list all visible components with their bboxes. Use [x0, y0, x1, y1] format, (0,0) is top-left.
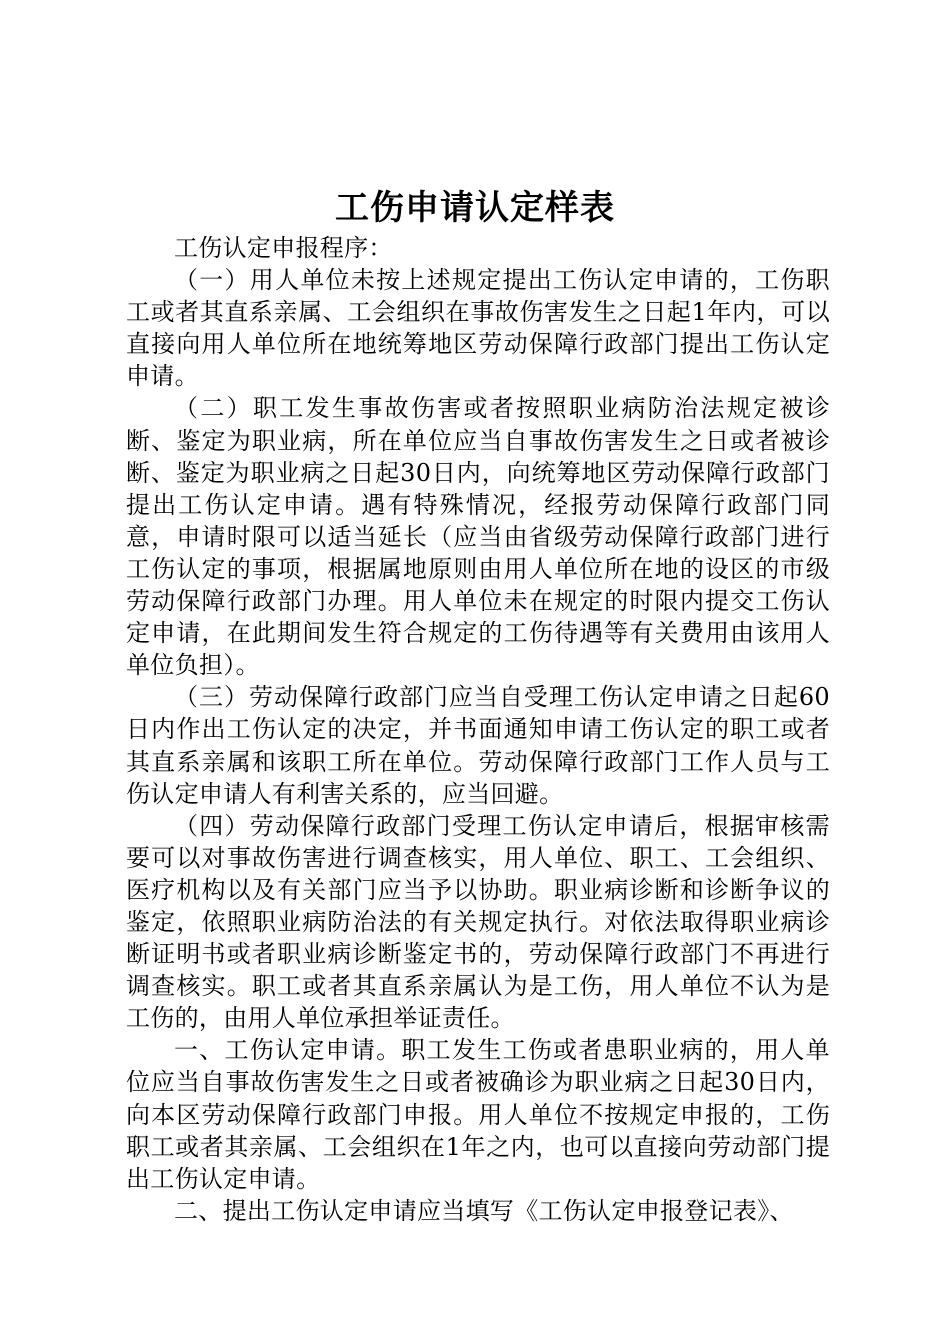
paragraph-item-2: （二）职工发生事故伤害或者按照职业病防治法规定被诊断、鉴定为职业病，所在单位应当自事故伤害发生之日或者被诊断、鉴定为职业病之日起30日内，向统筹地区劳动保障行政部门提出工伤认定申请。遇有特殊情况，经报劳动保障行政部门同意，申请时限可以适当延长（应当由省级劳动保障行政部门进行工伤认定的事项，根据属地原则由用人单位所在地的设区的市级劳动保障行政部门办理。用人单位未在规定的时限内提交工伤认定申请，在此期间发生符合规定的工伤待遇等有关费用由该用人单位负担）。 [126, 394, 830, 680]
paragraph-section-2: 二、提出工伤认定申请应当填写《工伤认定申报登记表》、 [174, 1196, 794, 1225]
document-body [126, 232, 830, 1227]
paragraph-procedure-heading: 工伤认定申报程序： [174, 234, 393, 262]
document-title: 工伤申请认定样表 [335, 188, 615, 228]
paragraph-item-1: （一）用人单位未按上述规定提出工伤认定申请的，工伤职工或者其直系亲属、工会组织在事故伤害发生之日起1年内，可以直接向用人单位所在地统筹地区劳动保障行政部门提出工伤认定申请。 [126, 266, 830, 391]
paragraph-item-3: （三）劳动保障行政部门应当自受理工伤认定申请之日起60日内作出工伤认定的决定，并书面通知申请工伤认定的职工或者其直系亲属和该职工所在单位。劳动保障行政部门工作人员与工伤认定申请人有利害关系的，应当回避。 [126, 683, 830, 808]
paragraph-item-4: （四）劳动保障行政部门受理工伤认定申请后，根据审核需要可以对事故伤害进行调查核实，用人单位、职工、工会组织、医疗机构以及有关部门应当予以协助。职业病诊断和诊断争议的鉴定，依照职业病防治法的有关规定执行。对依法取得职业病诊断证明书或者职业病诊断鉴定书的，劳动保障行政部门不再进行调查核实。职工或者其直系亲属认为是工伤，用人单位不认为是工伤的，由用人单位承担举证责任。 [126, 811, 830, 1033]
paragraph-section-1: 一、工伤认定申请。职工发生工伤或者患职业病的，用人单位应当自事故伤害发生之日或者被确诊为职业病之日起30日内，向本区劳动保障行政部门申报。用人单位不按规定申报的，工伤职工或者其亲属、工会组织在1年之内，也可以直接向劳动部门提出工伤认定申请。 [126, 1036, 830, 1193]
